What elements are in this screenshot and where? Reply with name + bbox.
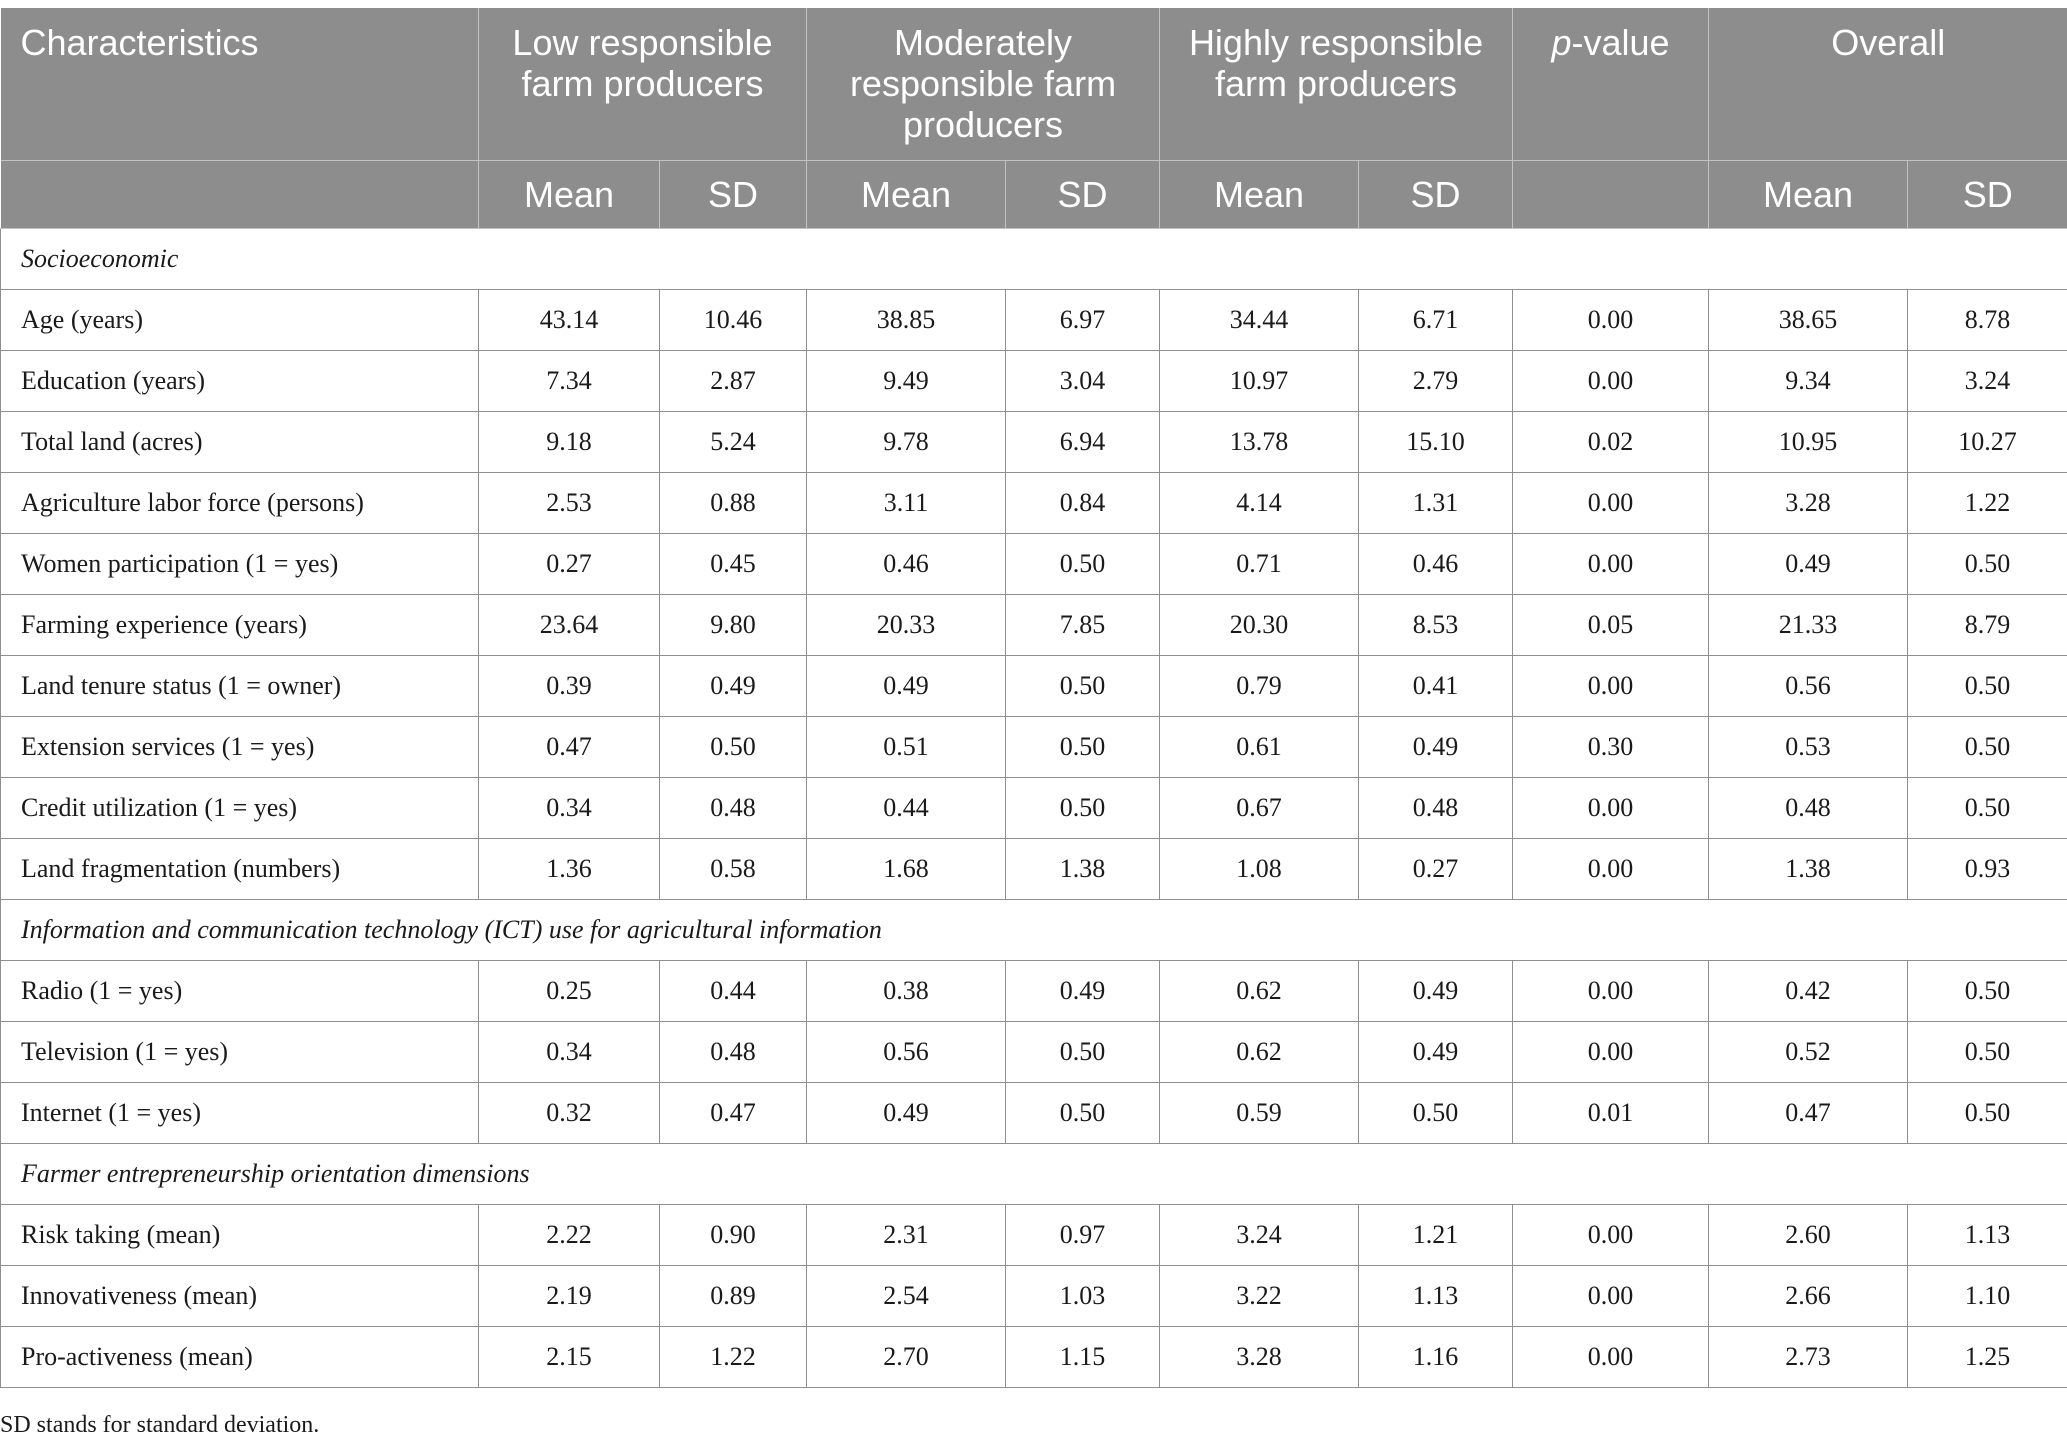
- table-row: [1, 411, 2067, 472]
- row-label: Radio (1 = yes): [1, 960, 479, 1021]
- header-p-value: [1513, 8, 1709, 160]
- cell-high-sd: 0.41: [1359, 655, 1513, 716]
- cell-low-sd: 0.90: [660, 1204, 807, 1265]
- cell-moderate-sd: 0.50: [1006, 1021, 1160, 1082]
- cell-p-value: 0.00: [1513, 533, 1709, 594]
- cell-overall-sd: 0.50: [1908, 1082, 2067, 1143]
- row-label: Farming experience (years): [1, 594, 479, 655]
- cell-moderate-sd: 1.15: [1006, 1326, 1160, 1387]
- cell-high-mean: 0.61: [1160, 716, 1359, 777]
- table-row: [1, 960, 2067, 1021]
- cell-high-mean: 0.62: [1160, 960, 1359, 1021]
- cell-overall-sd: 0.50: [1908, 716, 2067, 777]
- cell-high-sd: 0.49: [1359, 960, 1513, 1021]
- cell-low-mean: 0.27: [479, 533, 660, 594]
- table-body: [1, 228, 2067, 1387]
- subheader-empty: [1513, 160, 1709, 228]
- cell-p-value: 0.02: [1513, 411, 1709, 472]
- cell-moderate-mean: 20.33: [807, 594, 1006, 655]
- cell-high-mean: 4.14: [1160, 472, 1359, 533]
- section-title: Farmer entrepreneurship orientation dimensions: [1, 1143, 2067, 1204]
- cell-low-sd: 0.50: [660, 716, 807, 777]
- cell-low-mean: 2.53: [479, 472, 660, 533]
- cell-p-value: 0.01: [1513, 1082, 1709, 1143]
- cell-p-value: 0.00: [1513, 1326, 1709, 1387]
- cell-moderate-mean: 0.49: [807, 1082, 1006, 1143]
- cell-overall-sd: 0.50: [1908, 960, 2067, 1021]
- cell-high-sd: 1.31: [1359, 472, 1513, 533]
- cell-overall-sd: 10.27: [1908, 411, 2067, 472]
- table-row: [1, 1204, 2067, 1265]
- cell-moderate-sd: 3.04: [1006, 350, 1160, 411]
- cell-high-sd: 0.48: [1359, 777, 1513, 838]
- section-title: Socioeconomic: [1, 228, 2067, 289]
- cell-low-mean: 7.34: [479, 350, 660, 411]
- cell-overall-mean: 0.49: [1709, 533, 1908, 594]
- cell-moderate-mean: 0.56: [807, 1021, 1006, 1082]
- cell-high-mean: 3.24: [1160, 1204, 1359, 1265]
- cell-low-sd: 1.22: [660, 1326, 807, 1387]
- cell-high-mean: 10.97: [1160, 350, 1359, 411]
- cell-overall-sd: 8.78: [1908, 289, 2067, 350]
- section-row: [1, 899, 2067, 960]
- cell-high-mean: 3.22: [1160, 1265, 1359, 1326]
- cell-overall-sd: 0.50: [1908, 777, 2067, 838]
- header-low-responsible: Low responsible farm producers: [479, 8, 807, 160]
- cell-overall-mean: 21.33: [1709, 594, 1908, 655]
- table-row: [1, 777, 2067, 838]
- cell-p-value: 0.00: [1513, 655, 1709, 716]
- row-label: Agriculture labor force (persons): [1, 472, 479, 533]
- cell-low-sd: 0.49: [660, 655, 807, 716]
- cell-p-value: 0.00: [1513, 289, 1709, 350]
- cell-moderate-sd: 0.97: [1006, 1204, 1160, 1265]
- cell-overall-sd: 0.50: [1908, 1021, 2067, 1082]
- subheader-sd: SD: [1359, 160, 1513, 228]
- cell-low-mean: 0.47: [479, 716, 660, 777]
- cell-moderate-mean: 1.68: [807, 838, 1006, 899]
- cell-low-mean: 43.14: [479, 289, 660, 350]
- table-row: [1, 533, 2067, 594]
- subheader-mean: Mean: [479, 160, 660, 228]
- cell-moderate-sd: 0.49: [1006, 960, 1160, 1021]
- cell-moderate-sd: 6.94: [1006, 411, 1160, 472]
- cell-low-sd: 0.44: [660, 960, 807, 1021]
- cell-moderate-mean: 2.70: [807, 1326, 1006, 1387]
- characteristics-table: [0, 8, 2067, 1388]
- cell-overall-mean: 2.60: [1709, 1204, 1908, 1265]
- cell-moderate-mean: 9.78: [807, 411, 1006, 472]
- cell-high-sd: 0.27: [1359, 838, 1513, 899]
- row-label: Extension services (1 = yes): [1, 716, 479, 777]
- cell-high-sd: 1.16: [1359, 1326, 1513, 1387]
- cell-low-sd: 0.88: [660, 472, 807, 533]
- table-row: [1, 472, 2067, 533]
- cell-low-sd: 0.58: [660, 838, 807, 899]
- cell-high-mean: 0.79: [1160, 655, 1359, 716]
- cell-high-mean: 1.08: [1160, 838, 1359, 899]
- cell-p-value: 0.30: [1513, 716, 1709, 777]
- cell-low-sd: 5.24: [660, 411, 807, 472]
- cell-low-sd: 2.87: [660, 350, 807, 411]
- cell-high-sd: 0.49: [1359, 716, 1513, 777]
- cell-overall-mean: 3.28: [1709, 472, 1908, 533]
- table-row: [1, 1021, 2067, 1082]
- cell-moderate-mean: 0.51: [807, 716, 1006, 777]
- cell-overall-mean: 0.48: [1709, 777, 1908, 838]
- row-label: Total land (acres): [1, 411, 479, 472]
- cell-high-sd: 15.10: [1359, 411, 1513, 472]
- cell-moderate-sd: 0.50: [1006, 777, 1160, 838]
- table-row: [1, 716, 2067, 777]
- row-label: Credit utilization (1 = yes): [1, 777, 479, 838]
- cell-high-sd: 2.79: [1359, 350, 1513, 411]
- row-label: Women participation (1 = yes): [1, 533, 479, 594]
- cell-overall-mean: 38.65: [1709, 289, 1908, 350]
- cell-p-value: 0.00: [1513, 1021, 1709, 1082]
- cell-overall-mean: 9.34: [1709, 350, 1908, 411]
- cell-moderate-sd: 0.84: [1006, 472, 1160, 533]
- subheader-mean: Mean: [807, 160, 1006, 228]
- cell-high-mean: 34.44: [1160, 289, 1359, 350]
- cell-moderate-sd: 0.50: [1006, 533, 1160, 594]
- cell-moderate-sd: 7.85: [1006, 594, 1160, 655]
- header-p-value-italic: p: [1551, 22, 1572, 63]
- cell-high-sd: 6.71: [1359, 289, 1513, 350]
- header-overall: Overall: [1709, 8, 2067, 160]
- cell-low-mean: 0.32: [479, 1082, 660, 1143]
- cell-low-mean: 9.18: [479, 411, 660, 472]
- header-highly-responsible: Highly responsible farm producers: [1160, 8, 1513, 160]
- cell-moderate-sd: 0.50: [1006, 1082, 1160, 1143]
- cell-overall-sd: 8.79: [1908, 594, 2067, 655]
- cell-low-mean: 1.36: [479, 838, 660, 899]
- header-p-value-suffix: -value: [1571, 22, 1670, 63]
- cell-low-mean: 2.15: [479, 1326, 660, 1387]
- cell-low-sd: 0.48: [660, 777, 807, 838]
- cell-high-mean: 0.62: [1160, 1021, 1359, 1082]
- cell-p-value: 0.00: [1513, 777, 1709, 838]
- cell-low-sd: 0.89: [660, 1265, 807, 1326]
- cell-moderate-sd: 0.50: [1006, 655, 1160, 716]
- cell-overall-sd: 1.22: [1908, 472, 2067, 533]
- cell-p-value: 0.00: [1513, 1265, 1709, 1326]
- cell-overall-sd: 0.93: [1908, 838, 2067, 899]
- cell-overall-sd: 0.50: [1908, 655, 2067, 716]
- cell-moderate-sd: 1.03: [1006, 1265, 1160, 1326]
- cell-p-value: 0.00: [1513, 838, 1709, 899]
- cell-p-value: 0.00: [1513, 960, 1709, 1021]
- cell-overall-sd: 1.25: [1908, 1326, 2067, 1387]
- cell-moderate-sd: 1.38: [1006, 838, 1160, 899]
- cell-overall-sd: 1.10: [1908, 1265, 2067, 1326]
- cell-low-sd: 10.46: [660, 289, 807, 350]
- cell-moderate-mean: 0.49: [807, 655, 1006, 716]
- cell-low-sd: 0.45: [660, 533, 807, 594]
- cell-high-sd: 0.49: [1359, 1021, 1513, 1082]
- cell-p-value: 0.00: [1513, 350, 1709, 411]
- row-label: Age (years): [1, 289, 479, 350]
- cell-overall-mean: 0.42: [1709, 960, 1908, 1021]
- header-characteristics: Characteristics: [1, 8, 479, 160]
- subheader-empty: [1, 160, 479, 228]
- cell-high-sd: 0.50: [1359, 1082, 1513, 1143]
- cell-high-mean: 13.78: [1160, 411, 1359, 472]
- cell-high-sd: 8.53: [1359, 594, 1513, 655]
- table-row: [1, 594, 2067, 655]
- row-label: Land tenure status (1 = owner): [1, 655, 479, 716]
- cell-high-mean: 20.30: [1160, 594, 1359, 655]
- cell-low-mean: 0.34: [479, 1021, 660, 1082]
- row-label: Television (1 = yes): [1, 1021, 479, 1082]
- subheader-mean: Mean: [1160, 160, 1359, 228]
- cell-low-mean: 2.19: [479, 1265, 660, 1326]
- cell-low-mean: 0.39: [479, 655, 660, 716]
- section-row: [1, 228, 2067, 289]
- cell-high-mean: 0.71: [1160, 533, 1359, 594]
- cell-low-mean: 2.22: [479, 1204, 660, 1265]
- cell-high-mean: 3.28: [1160, 1326, 1359, 1387]
- cell-high-sd: 0.46: [1359, 533, 1513, 594]
- cell-overall-mean: 2.73: [1709, 1326, 1908, 1387]
- cell-overall-mean: 0.52: [1709, 1021, 1908, 1082]
- cell-moderate-mean: 0.38: [807, 960, 1006, 1021]
- cell-overall-mean: 2.66: [1709, 1265, 1908, 1326]
- cell-high-sd: 1.13: [1359, 1265, 1513, 1326]
- cell-overall-sd: 1.13: [1908, 1204, 2067, 1265]
- cell-moderate-mean: 0.46: [807, 533, 1006, 594]
- cell-moderate-mean: 9.49: [807, 350, 1006, 411]
- cell-low-mean: 23.64: [479, 594, 660, 655]
- cell-low-sd: 0.48: [660, 1021, 807, 1082]
- cell-low-sd: 9.80: [660, 594, 807, 655]
- table-row: [1, 289, 2067, 350]
- cell-low-sd: 0.47: [660, 1082, 807, 1143]
- section-title: Information and communication technology (ICT) use for agricultural information: [1, 899, 2067, 960]
- cell-moderate-mean: 38.85: [807, 289, 1006, 350]
- cell-high-mean: 0.67: [1160, 777, 1359, 838]
- table-row: [1, 1082, 2067, 1143]
- row-label: Land fragmentation (numbers): [1, 838, 479, 899]
- row-label: Pro-activeness (mean): [1, 1326, 479, 1387]
- cell-p-value: 0.00: [1513, 472, 1709, 533]
- table-row: [1, 350, 2067, 411]
- row-label: Internet (1 = yes): [1, 1082, 479, 1143]
- table-footnote: SD stands for standard deviation.: [0, 1412, 320, 1438]
- row-label: Education (years): [1, 350, 479, 411]
- table-row: [1, 1265, 2067, 1326]
- table-row: [1, 1326, 2067, 1387]
- cell-overall-sd: 3.24: [1908, 350, 2067, 411]
- cell-overall-mean: 0.53: [1709, 716, 1908, 777]
- cell-overall-mean: 0.47: [1709, 1082, 1908, 1143]
- table-row: [1, 838, 2067, 899]
- cell-p-value: 0.00: [1513, 1204, 1709, 1265]
- cell-moderate-sd: 6.97: [1006, 289, 1160, 350]
- cell-moderate-mean: 3.11: [807, 472, 1006, 533]
- header-moderately-responsible: Moderately responsible farm producers: [807, 8, 1160, 160]
- cell-overall-sd: 0.50: [1908, 533, 2067, 594]
- cell-moderate-sd: 0.50: [1006, 716, 1160, 777]
- table-header: [1, 8, 2067, 228]
- cell-moderate-mean: 2.54: [807, 1265, 1006, 1326]
- cell-overall-mean: 1.38: [1709, 838, 1908, 899]
- cell-moderate-mean: 2.31: [807, 1204, 1006, 1265]
- cell-moderate-mean: 0.44: [807, 777, 1006, 838]
- section-row: [1, 1143, 2067, 1204]
- cell-overall-mean: 0.56: [1709, 655, 1908, 716]
- cell-overall-mean: 10.95: [1709, 411, 1908, 472]
- subheader-sd: SD: [660, 160, 807, 228]
- table-row: [1, 655, 2067, 716]
- cell-low-mean: 0.34: [479, 777, 660, 838]
- cell-low-mean: 0.25: [479, 960, 660, 1021]
- subheader-sd: SD: [1006, 160, 1160, 228]
- cell-high-mean: 0.59: [1160, 1082, 1359, 1143]
- subheader-mean: Mean: [1709, 160, 1908, 228]
- cell-p-value: 0.05: [1513, 594, 1709, 655]
- row-label: Innovativeness (mean): [1, 1265, 479, 1326]
- cell-high-sd: 1.21: [1359, 1204, 1513, 1265]
- row-label: Risk taking (mean): [1, 1204, 479, 1265]
- subheader-sd: SD: [1908, 160, 2067, 228]
- data-table-container: [0, 8, 2067, 1388]
